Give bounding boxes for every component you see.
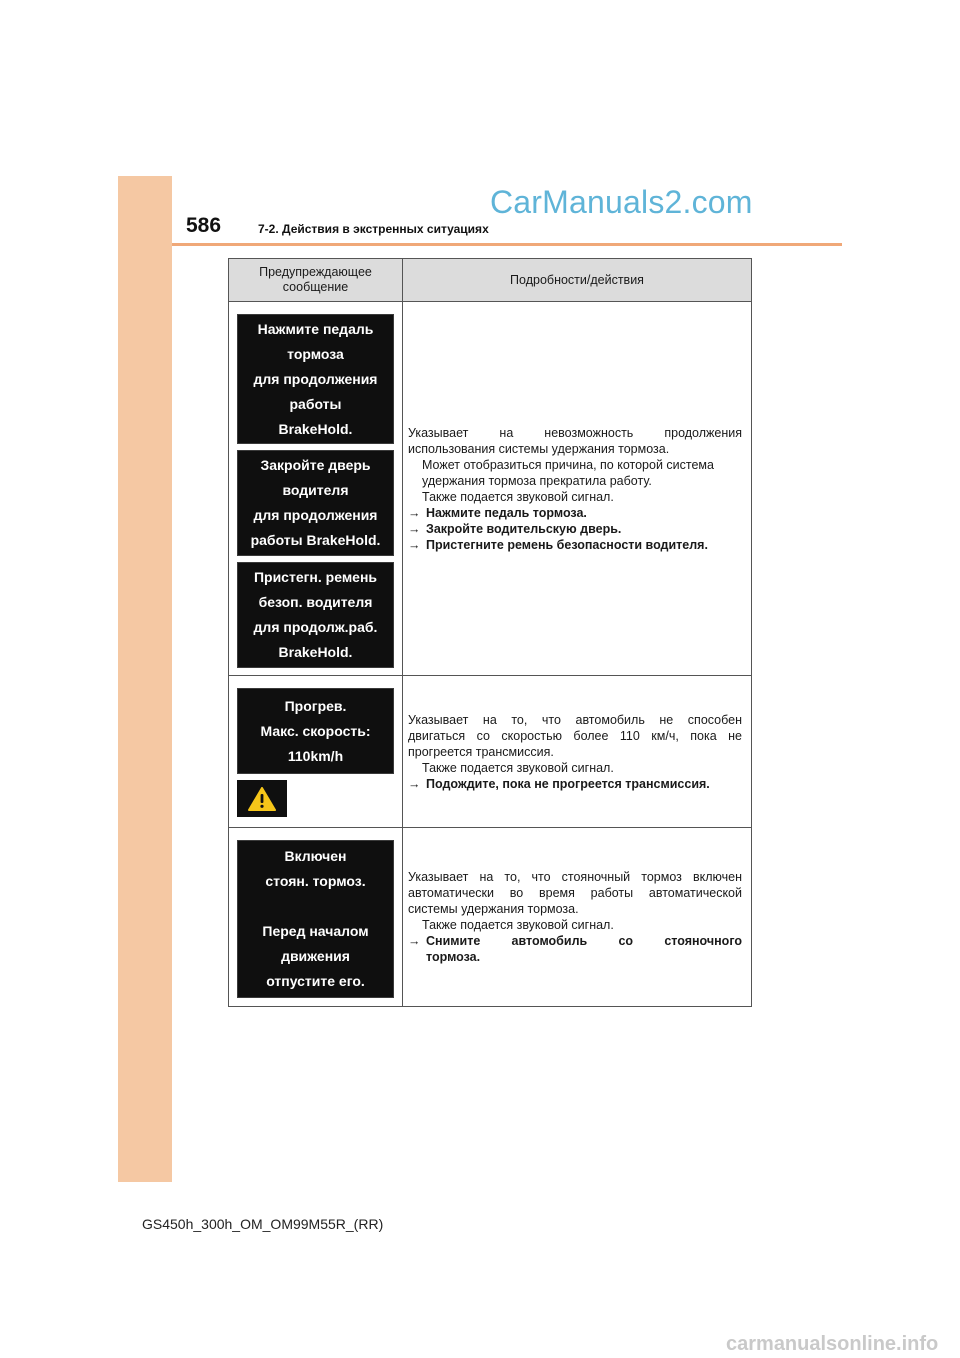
header-rule <box>172 243 842 246</box>
screen-line: BrakeHold. <box>278 420 353 437</box>
warning-triangle-icon <box>248 787 276 811</box>
display-screen <box>237 562 394 668</box>
watermark-bottom: carmanualsonline.info <box>726 1333 939 1355</box>
screen-line: Прогрев. <box>284 697 347 714</box>
action-text: Закройте водительскую дверь. <box>426 521 622 536</box>
screen-line: 110km/h <box>287 747 344 764</box>
screen-line: водителя <box>282 482 349 498</box>
action-text: Снимите автомобиль со стояночного <box>426 934 742 948</box>
screen-line: движения <box>281 948 350 964</box>
table-row <box>229 676 752 828</box>
details-cell <box>403 828 752 1007</box>
note-line: Также подается звуковой сигнал. <box>422 489 614 504</box>
desc-line: использования системы удержания тормоза. <box>408 441 670 456</box>
display-screen <box>237 840 394 998</box>
screen-line: отпустите его. <box>266 973 365 989</box>
action-item <box>408 505 742 521</box>
action-item <box>408 933 742 949</box>
screen-line: Нажмите педаль <box>257 320 374 337</box>
chapter-side-strip <box>118 176 172 1182</box>
screen-line: работы <box>289 395 342 412</box>
action-item <box>408 776 742 792</box>
table-row <box>229 828 752 1007</box>
table-header-row <box>229 259 752 302</box>
desc-line: Указывает на невозможность продолжения <box>408 425 742 440</box>
display-screen <box>237 450 394 556</box>
header-details: Подробности/действия <box>403 259 752 302</box>
display-cell <box>229 676 403 828</box>
warning-icon-box <box>237 780 287 817</box>
screen-line: безоп. водителя <box>258 594 373 610</box>
note-line: Также подается звуковой сигнал. <box>422 918 614 932</box>
action-text: Нажмите педаль тормоза. <box>426 505 587 520</box>
desc-line: Указывает на то, что стояночный тормоз включен <box>408 870 742 884</box>
screen-line: BrakeHold. <box>278 644 353 660</box>
desc-line: прогреется трансмиссия. <box>408 744 554 759</box>
page-number: 586 <box>186 214 222 237</box>
display-screen <box>237 688 394 774</box>
desc-line: Указывает на то, что автомобиль не способен <box>408 712 742 727</box>
screen-line: Пристегн. ремень <box>253 569 378 585</box>
screen-line: Перед началом <box>262 923 369 939</box>
desc-line: автоматически во время работы автоматической <box>408 886 742 900</box>
screen-line: для продолжения <box>253 507 378 523</box>
desc-line: системы удержания тормоза. <box>408 902 579 916</box>
note-line: удержания тормоза прекратила работу. <box>422 473 652 488</box>
header-message: Предупреждающее сообщение <box>229 259 403 302</box>
arrow-icon: → <box>408 934 421 948</box>
screen-line: Закройте дверь <box>260 457 371 473</box>
screen-line: Включен <box>284 848 347 864</box>
screen-line: для продолж.раб. <box>253 619 378 635</box>
warning-messages-table <box>228 258 752 1007</box>
watermark-top: CarManuals2.com <box>490 184 753 220</box>
display-cell <box>229 828 403 1007</box>
display-cell <box>229 302 403 676</box>
action-item <box>408 521 742 537</box>
note-line: Также подается звуковой сигнал. <box>422 760 614 775</box>
action-text: тормоза. <box>426 950 481 964</box>
screen-line: Макс. скорость: <box>260 722 371 739</box>
arrow-spacer <box>408 949 426 965</box>
section-title: 7-2. Действия в экстренных ситуациях <box>258 222 489 236</box>
arrow-icon: → <box>408 521 421 536</box>
details-cell <box>403 302 752 676</box>
action-item <box>408 537 742 553</box>
action-text: Пристегните ремень безопасности водителя. <box>426 537 708 552</box>
action-item <box>408 949 742 965</box>
action-text: Подождите, пока не прогреется трансмиссия. <box>426 776 710 791</box>
screen-line: работы BrakeHold. <box>250 532 381 548</box>
desc-line: двигаться со скоростью более 110 км/ч, пока не <box>408 728 742 743</box>
arrow-icon: → <box>408 776 421 791</box>
details-cell <box>403 676 752 828</box>
arrow-icon: → <box>408 537 421 552</box>
display-screen <box>237 314 394 444</box>
footer-document-code: GS450h_300h_OM_OM99M55R_(RR) <box>142 1216 384 1232</box>
screen-line: стоян. тормоз. <box>265 873 366 889</box>
arrow-icon: → <box>408 505 421 520</box>
screen-line: тормоза <box>287 345 344 362</box>
screen-line: для продолжения <box>253 370 378 387</box>
note-line: Может отобразиться причина, по которой система <box>422 457 714 472</box>
screen-spacer <box>238 894 393 919</box>
table-row <box>229 302 752 676</box>
